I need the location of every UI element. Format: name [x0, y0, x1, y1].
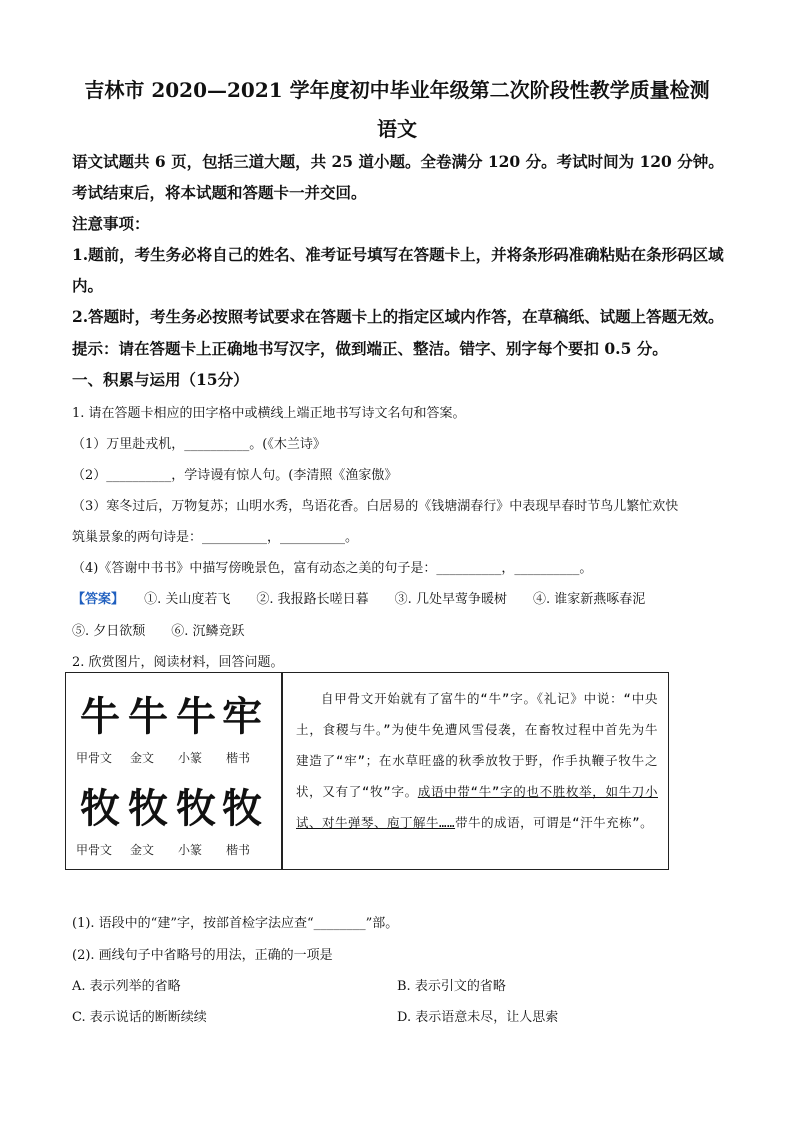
- passage-plain: 自甲骨文开始就有了富牛的“牛”字。《礼记》中说：“中央土，食稷与牛。”为使牛免遭风雪侵袭，在畜牧过程中首先为牛建造了“牢”；在水草旺盛的秋季放牧于野，作手执鞭子牧牛之状，又有了“牧”字。: [296, 691, 658, 799]
- question-1-sub-4: （4)《答谢中书书》中描写傍晚景色，富有动态之美的句子是：__________，__________。: [72, 561, 593, 576]
- question-1-stem: 1. 请在答题卡相应的田字格中或横线上端正地书写诗文名句和答案。: [72, 406, 466, 421]
- option-d[interactable]: D. 表示语意未尽，让人思索: [397, 1010, 559, 1025]
- glyph-lao-regular: 牢: [222, 693, 262, 740]
- question-1-sub-3a: （3）寒冬过后，万物复苏；山明水秀，鸟语花香。白居易的《钱塘湖春行》中表现早春时节鸟儿繁忙欢快: [72, 499, 679, 514]
- exam-title: 吉林市 2020—2021 学年度初中毕业年级第二次阶段性教学质量检测: [84, 78, 710, 102]
- answer-tag: 【答案】: [72, 592, 125, 607]
- exam-subject: 语文: [377, 117, 417, 141]
- notice-item-1: 1.题前，考生务必将自己的姓名、准考证号填写在答题卡上，并将条形码准确粘贴在条形码区域内。: [72, 245, 724, 295]
- label-oracle-1: 甲骨文: [76, 751, 113, 765]
- glyph-mu-oracle: 牧: [80, 785, 120, 832]
- label-bronze-2: 金文: [130, 843, 155, 857]
- glyph-niu-seal: 牛: [176, 693, 216, 740]
- passage-tail: 带牛的成语，可谓是“汗牛充栋”。: [455, 815, 654, 830]
- option-c[interactable]: C. 表示说话的断断续续: [72, 1010, 207, 1025]
- writing-tip: 提示：请在答题卡上正确地书写汉字，做到端正、整洁。错字、别字每个要扣 0.5 分。: [72, 339, 668, 358]
- intro-paragraph: 语文试题共 6 页，包括三道大题，共 25 道小题。全卷满分 120 分。考试时间为 120 分钟。考试结束后，将本试题和答题卡一并交回。: [72, 152, 724, 202]
- label-seal-1: 小篆: [178, 751, 203, 765]
- question-2-sub-1: (1). 语段中的“建”字，按部首检字法应查“________”部。: [72, 916, 399, 931]
- passage-underlined-sentence: 成语中带“牛”字的也不胜枚举，如牛刀小试、对牛弹琴、庖丁解牛……: [296, 784, 658, 830]
- figure-passage: [296, 683, 658, 838]
- label-regular-1: 楷书: [226, 751, 251, 765]
- notice-item-2: 2.答题时，考生务必按照考试要求在答题卡上的指定区域内作答，在草稿纸、试题上答题无效。: [72, 307, 724, 326]
- glyph-mu-seal: 牧: [176, 785, 216, 832]
- answer-row-1: [72, 588, 645, 607]
- label-seal-2: 小篆: [178, 843, 203, 857]
- notice-heading: 注意事项：: [72, 214, 150, 233]
- option-a[interactable]: A. 表示列举的省略: [72, 979, 181, 994]
- label-regular-2: 楷书: [226, 843, 251, 857]
- glyph-mu-regular: 牧: [222, 785, 262, 832]
- figure-divider: [281, 673, 283, 869]
- question-2-stem: 2. 欣赏图片，阅读材料，回答问题。: [72, 655, 284, 670]
- question-1-sub-1: （1）万里赴戎机，__________。(《木兰诗》: [72, 437, 326, 452]
- label-oracle-2: 甲骨文: [76, 843, 113, 857]
- question-2-sub-2: (2). 画线句子中省略号的用法，正确的一项是: [72, 948, 333, 963]
- section-1-heading: 一、积累与运用（15分）: [72, 370, 249, 389]
- glyph-mu-bronze: 牧: [128, 785, 168, 832]
- answer-line-1: ①. 关山度若飞 ②. 我报路长嗟日暮 ③. 几处早莺争暖树 ④. 谁家新燕啄春泥: [144, 592, 646, 607]
- glyph-niu-bronze: 牛: [128, 693, 168, 740]
- label-bronze-1: 金文: [130, 751, 155, 765]
- question-1-sub-3b: 筑巢景象的两句诗是：__________，__________。: [72, 530, 359, 545]
- glyph-niu-oracle: 牛: [80, 693, 120, 740]
- answer-line-2: ⑤. 夕日欲颓 ⑥. 沉鳞竞跃: [72, 624, 245, 639]
- question-1-sub-2: （2）__________，学诗谩有惊人句。(李清照《渔家傲》: [72, 468, 398, 483]
- character-evolution-figure: [65, 672, 669, 870]
- option-b[interactable]: B. 表示引文的省略: [397, 979, 506, 994]
